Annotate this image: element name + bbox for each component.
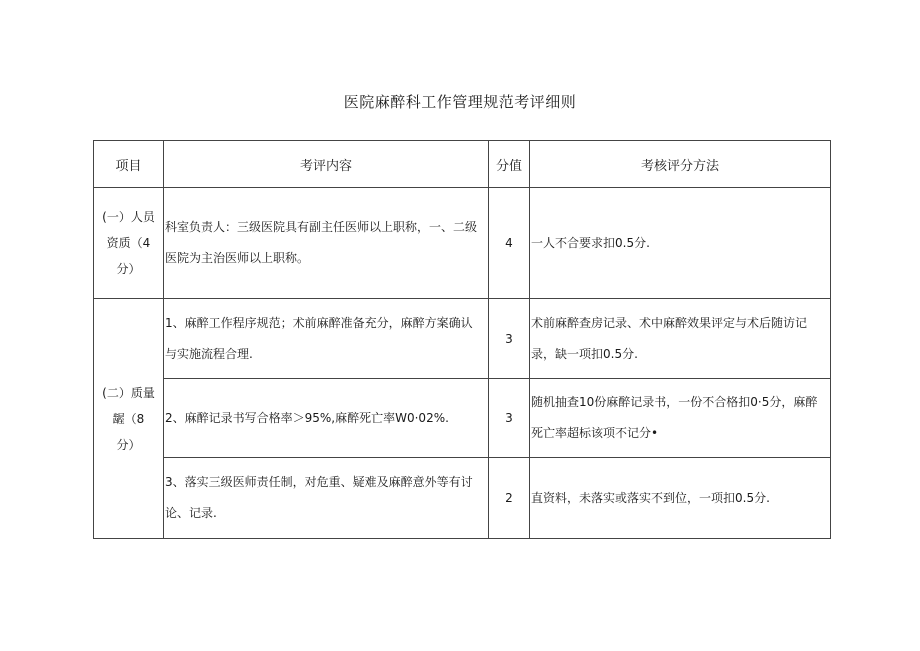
item-line: 资质（4 [106, 236, 151, 250]
item-line: 分） [116, 437, 141, 452]
table-row [94, 379, 831, 458]
item-line: 分） [116, 262, 141, 276]
table-header-row [94, 141, 831, 188]
method-cell: 一人不合要求扣0.5分. [530, 188, 831, 299]
evaluation-table [93, 140, 831, 539]
method-cell: 随机抽查10份麻醉记录书，一份不合格扣0·5分，麻醉死亡率超标该项不记分• [530, 379, 831, 458]
item-line: (一）人员 [102, 210, 155, 224]
header-method: 考核评分方法 [530, 141, 831, 188]
item-cell [94, 299, 164, 539]
item-cell [94, 188, 164, 299]
item-line: (二）质量 [102, 385, 155, 400]
content-cell: 2、麻醉记录书写合格率＞95%,麻醉死亡率W0·02%. [164, 379, 489, 458]
method-cell: 术前麻醉查房记录、术中麻醉效果评定与术后随访记录，缺一项扣0.5分. [530, 299, 831, 379]
header-content: 考评内容 [164, 141, 489, 188]
table-row [94, 299, 831, 379]
score-cell: 2 [489, 458, 530, 539]
content-cell: 科室负责人：三级医院具有副主任医师以上职称，一、二级医院为主治医师以上职称。 [164, 188, 489, 299]
score-cell: 4 [489, 188, 530, 299]
method-cell: 直资料，未落实或落实不到位，一项扣0.5分. [530, 458, 831, 539]
content-cell: 3、落实三级医师责任制，对危重、疑难及麻醉意外等有讨论、记录. [164, 458, 489, 539]
table-row [94, 188, 831, 299]
item-line: 龌（8 [112, 411, 145, 426]
document-title: 医院麻醉科工作管理规范考评细则 [343, 93, 577, 111]
header-item: 项目 [94, 141, 164, 188]
header-score: 分值 [489, 141, 530, 188]
score-cell: 3 [489, 379, 530, 458]
score-cell: 3 [489, 299, 530, 379]
table-row [94, 458, 831, 539]
content-cell: 1、麻醉工作程序规范；术前麻醉准备充分，麻醉方案确认与实施流程合理. [164, 299, 489, 379]
